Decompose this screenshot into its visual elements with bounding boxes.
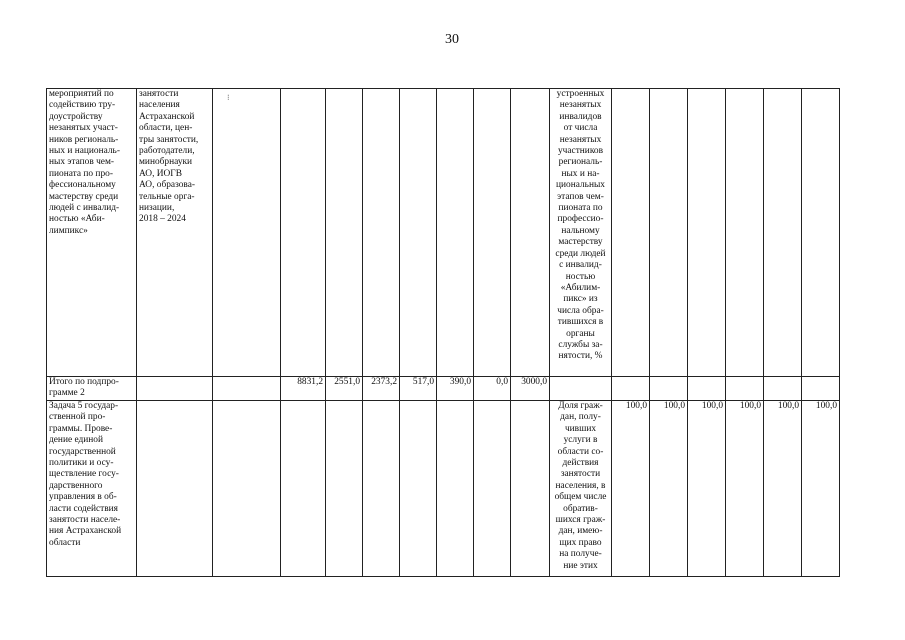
value-cell [474, 401, 511, 577]
value-cell: 3000,0 [511, 377, 550, 401]
target-cell [726, 89, 764, 377]
value-cell: 0,0 [474, 377, 511, 401]
executors-cell [137, 377, 213, 401]
target-cell [764, 377, 802, 401]
target-cell [802, 377, 840, 401]
value-cell [437, 401, 474, 577]
measure-name-cell: Задача 5 государ- ственной про- граммы. Прове- дение единой государственной политики и осу- ществление госу- дарственного управления в об- ласти содействия занятости населе- ния Астраханской области [47, 401, 137, 577]
program-table [46, 88, 840, 577]
target-cell: 100,0 [802, 401, 840, 577]
source-cell [213, 89, 281, 377]
target-cell: 100,0 [612, 401, 650, 577]
target-cell: 100,0 [726, 401, 764, 577]
target-cell [688, 89, 726, 377]
table-row [47, 401, 840, 577]
value-cell [511, 89, 550, 377]
target-cell [650, 89, 688, 377]
source-cell [213, 377, 281, 401]
target-cell [726, 377, 764, 401]
executors-cell: занятости населения Астраханской области, цен- тры занятости, работодатели, минобрнауки АО, ИОГВ АО, образова- тельные орга- низации, 2018 – 2024 [137, 89, 213, 377]
target-cell [650, 377, 688, 401]
value-cell [400, 401, 437, 577]
value-cell: 517,0 [400, 377, 437, 401]
source-cell [213, 401, 281, 577]
value-cell [363, 89, 400, 377]
table-row [47, 377, 840, 401]
value-cell: 2551,0 [326, 377, 363, 401]
indicator-cell [550, 377, 612, 401]
value-cell [400, 89, 437, 377]
value-cell [511, 401, 550, 577]
measure-name-cell: Итого по подпро- грамме 2 [47, 377, 137, 401]
target-cell [764, 89, 802, 377]
target-cell [802, 89, 840, 377]
value-cell [281, 401, 326, 577]
value-cell: 2373,2 [363, 377, 400, 401]
value-cell [281, 89, 326, 377]
value-cell [326, 401, 363, 577]
target-cell [612, 377, 650, 401]
table-row [47, 89, 840, 377]
target-cell: 100,0 [688, 401, 726, 577]
indicator-cell: Доля граж- дан, полу- чивших услуги в области со- действия занятости населения, в общем числе обратив- шихся граж- дан, имею- щих право на получе- ние этих [550, 401, 612, 577]
value-cell [437, 89, 474, 377]
target-cell: 100,0 [764, 401, 802, 577]
target-cell [612, 89, 650, 377]
target-cell: 100,0 [650, 401, 688, 577]
measure-name-cell: мероприятий по содействию тру- доустройству незанятых участ- ников региональ- ных и националь- ных этапов чем- пионата по про- фессиональному мастерству среди людей с инвалид- ностью «Аби- лимпикс» [47, 89, 137, 377]
value-cell [363, 401, 400, 577]
value-cell [474, 89, 511, 377]
value-cell [326, 89, 363, 377]
indicator-cell: устроенных незанятых инвалидов от числа незанятых участников региональ- ных и на- циональных этапов чем- пионата по профессио- нальному мастерству среди людей с инвалид- ностью «Абилим- пикс» из числа обра- тившихся в органы службы за- нятости, % [550, 89, 612, 377]
scan-mark: ⁝ [227, 93, 230, 102]
executors-cell [137, 401, 213, 577]
page-number: 30 [445, 32, 459, 47]
target-cell [688, 377, 726, 401]
value-cell: 8831,2 [281, 377, 326, 401]
value-cell: 390,0 [437, 377, 474, 401]
